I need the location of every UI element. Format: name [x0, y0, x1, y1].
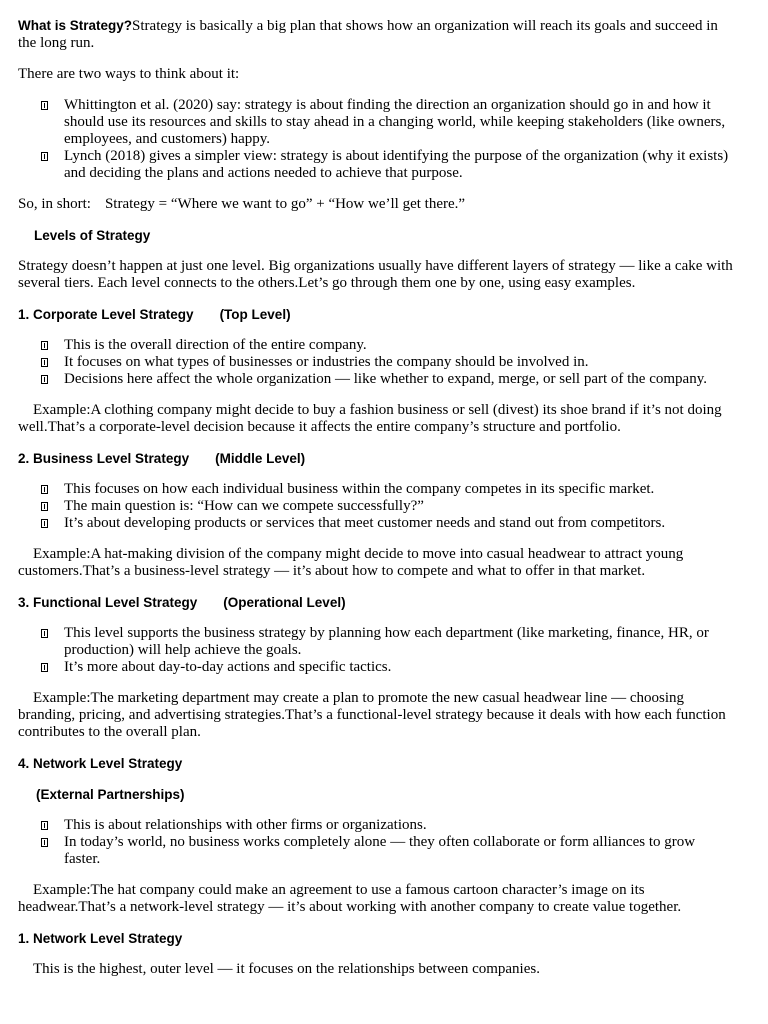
bullet-icon — [41, 358, 48, 367]
example-paragraph: Example:A clothing company might decide to buy a fashion business or sell (divest) its shoe brand if it’s not doing well.That’s a corporate-level decision because it affects the entire company’s structure and portfolio. — [18, 402, 722, 435]
list-item: This is the overall direction of the entire company. — [64, 337, 734, 354]
intro-text: Strategy is basically a big plan that shows how an organization will reach its goals and succeed in the long run. — [18, 18, 718, 51]
views-list — [18, 97, 734, 182]
list-item: It’s more about day-to-day actions and specific tactics. — [64, 659, 734, 676]
summary-line — [18, 196, 734, 213]
document — [18, 17, 734, 978]
final-paragraph: This is the highest, outer level — it focuses on the relationships between companies. — [33, 961, 540, 977]
bullet-icon — [41, 485, 48, 494]
list-item: It focuses on what types of businesses or industries the company should be involved in. — [64, 354, 734, 371]
summary-formula: Strategy = “Where we want to go” + “How we’ll get there.” — [104, 196, 466, 212]
example-paragraph: Example:The hat company could make an agreement to use a famous cartoon character’s image on its headwear.That’s a network-level strategy — it’s about working with another company to create value together. — [18, 882, 682, 915]
bullet-icon — [41, 152, 48, 161]
list-item: In today’s world, no business works completely alone — they often collaborate or form alliances to grow faster. — [64, 834, 734, 868]
bullet-icon — [41, 629, 48, 638]
section-bullets — [18, 337, 734, 388]
bullet-icon — [41, 663, 48, 672]
list-item: This level supports the business strategy by planning how each department (like marketing, finance, HR, or production) will help achieve the goals. — [64, 625, 734, 659]
bullet-icon — [41, 101, 48, 110]
list-item: It’s about developing products or services that meet customer needs and stand out from competitors. — [64, 515, 734, 532]
section-subheading: (External Partnerships) — [36, 787, 185, 802]
section-heading: 2. Business Level Strategy (Middle Level) — [18, 451, 306, 466]
intro-heading: What is Strategy? — [18, 18, 133, 33]
bullet-icon — [41, 341, 48, 350]
section-bullets — [18, 625, 734, 676]
list-item: Lynch (2018) gives a simpler view: strategy is about identifying the purpose of the organization (why it exists) and deciding the plans and actions needed to achieve that purpose. — [64, 148, 734, 182]
list-item: This is about relationships with other firms or organizations. — [64, 817, 734, 834]
section-heading: 4. Network Level Strategy — [18, 756, 183, 771]
list-item: This focuses on how each individual business within the company competes in its specific market. — [64, 481, 734, 498]
levels-intro: Strategy doesn’t happen at just one level. Big organizations usually have different layers of strategy — like a cake with several tiers. Each level connects to the others.Let’s go through them one by one, using easy examples. — [18, 258, 733, 291]
example-paragraph: Example:A hat-making division of the company might decide to move into casual headwear to attract young customers.That’s a business-level strategy — it’s about how to compete and what to offer in that market. — [18, 546, 684, 579]
two-ways-text: There are two ways to think about it: — [18, 66, 240, 82]
levels-heading: Levels of Strategy — [34, 228, 151, 243]
section-bullets — [18, 481, 734, 532]
bullet-icon — [41, 838, 48, 847]
bullet-icon — [41, 502, 48, 511]
section-bullets — [18, 817, 734, 868]
bullet-icon — [41, 519, 48, 528]
list-item: The main question is: “How can we compete successfully?” — [64, 498, 734, 515]
bullet-icon — [41, 375, 48, 384]
section-heading: 1. Corporate Level Strategy (Top Level) — [18, 307, 291, 322]
section-heading: 3. Functional Level Strategy (Operational Level) — [18, 595, 346, 610]
list-item: Decisions here affect the whole organization — like whether to expand, merge, or sell part of the company. — [64, 371, 734, 388]
list-item: Whittington et al. (2020) say: strategy is about finding the direction an organization should go in and how it should use its resources and skills to stay ahead in a changing world, while keeping stakeholders (like owners, employees, and customers) happy. — [64, 97, 734, 148]
example-paragraph: Example:The marketing department may create a plan to promote the new casual headwear line — choosing branding, pricing, and advertising strategies.That’s a functional-level strategy because it deals with how each function contributes to the overall plan. — [18, 690, 726, 740]
intro-paragraph — [18, 17, 734, 52]
summary-label: So, in short: — [18, 196, 91, 212]
bullet-icon — [41, 821, 48, 830]
section-heading: 1. Network Level Strategy — [18, 931, 183, 946]
